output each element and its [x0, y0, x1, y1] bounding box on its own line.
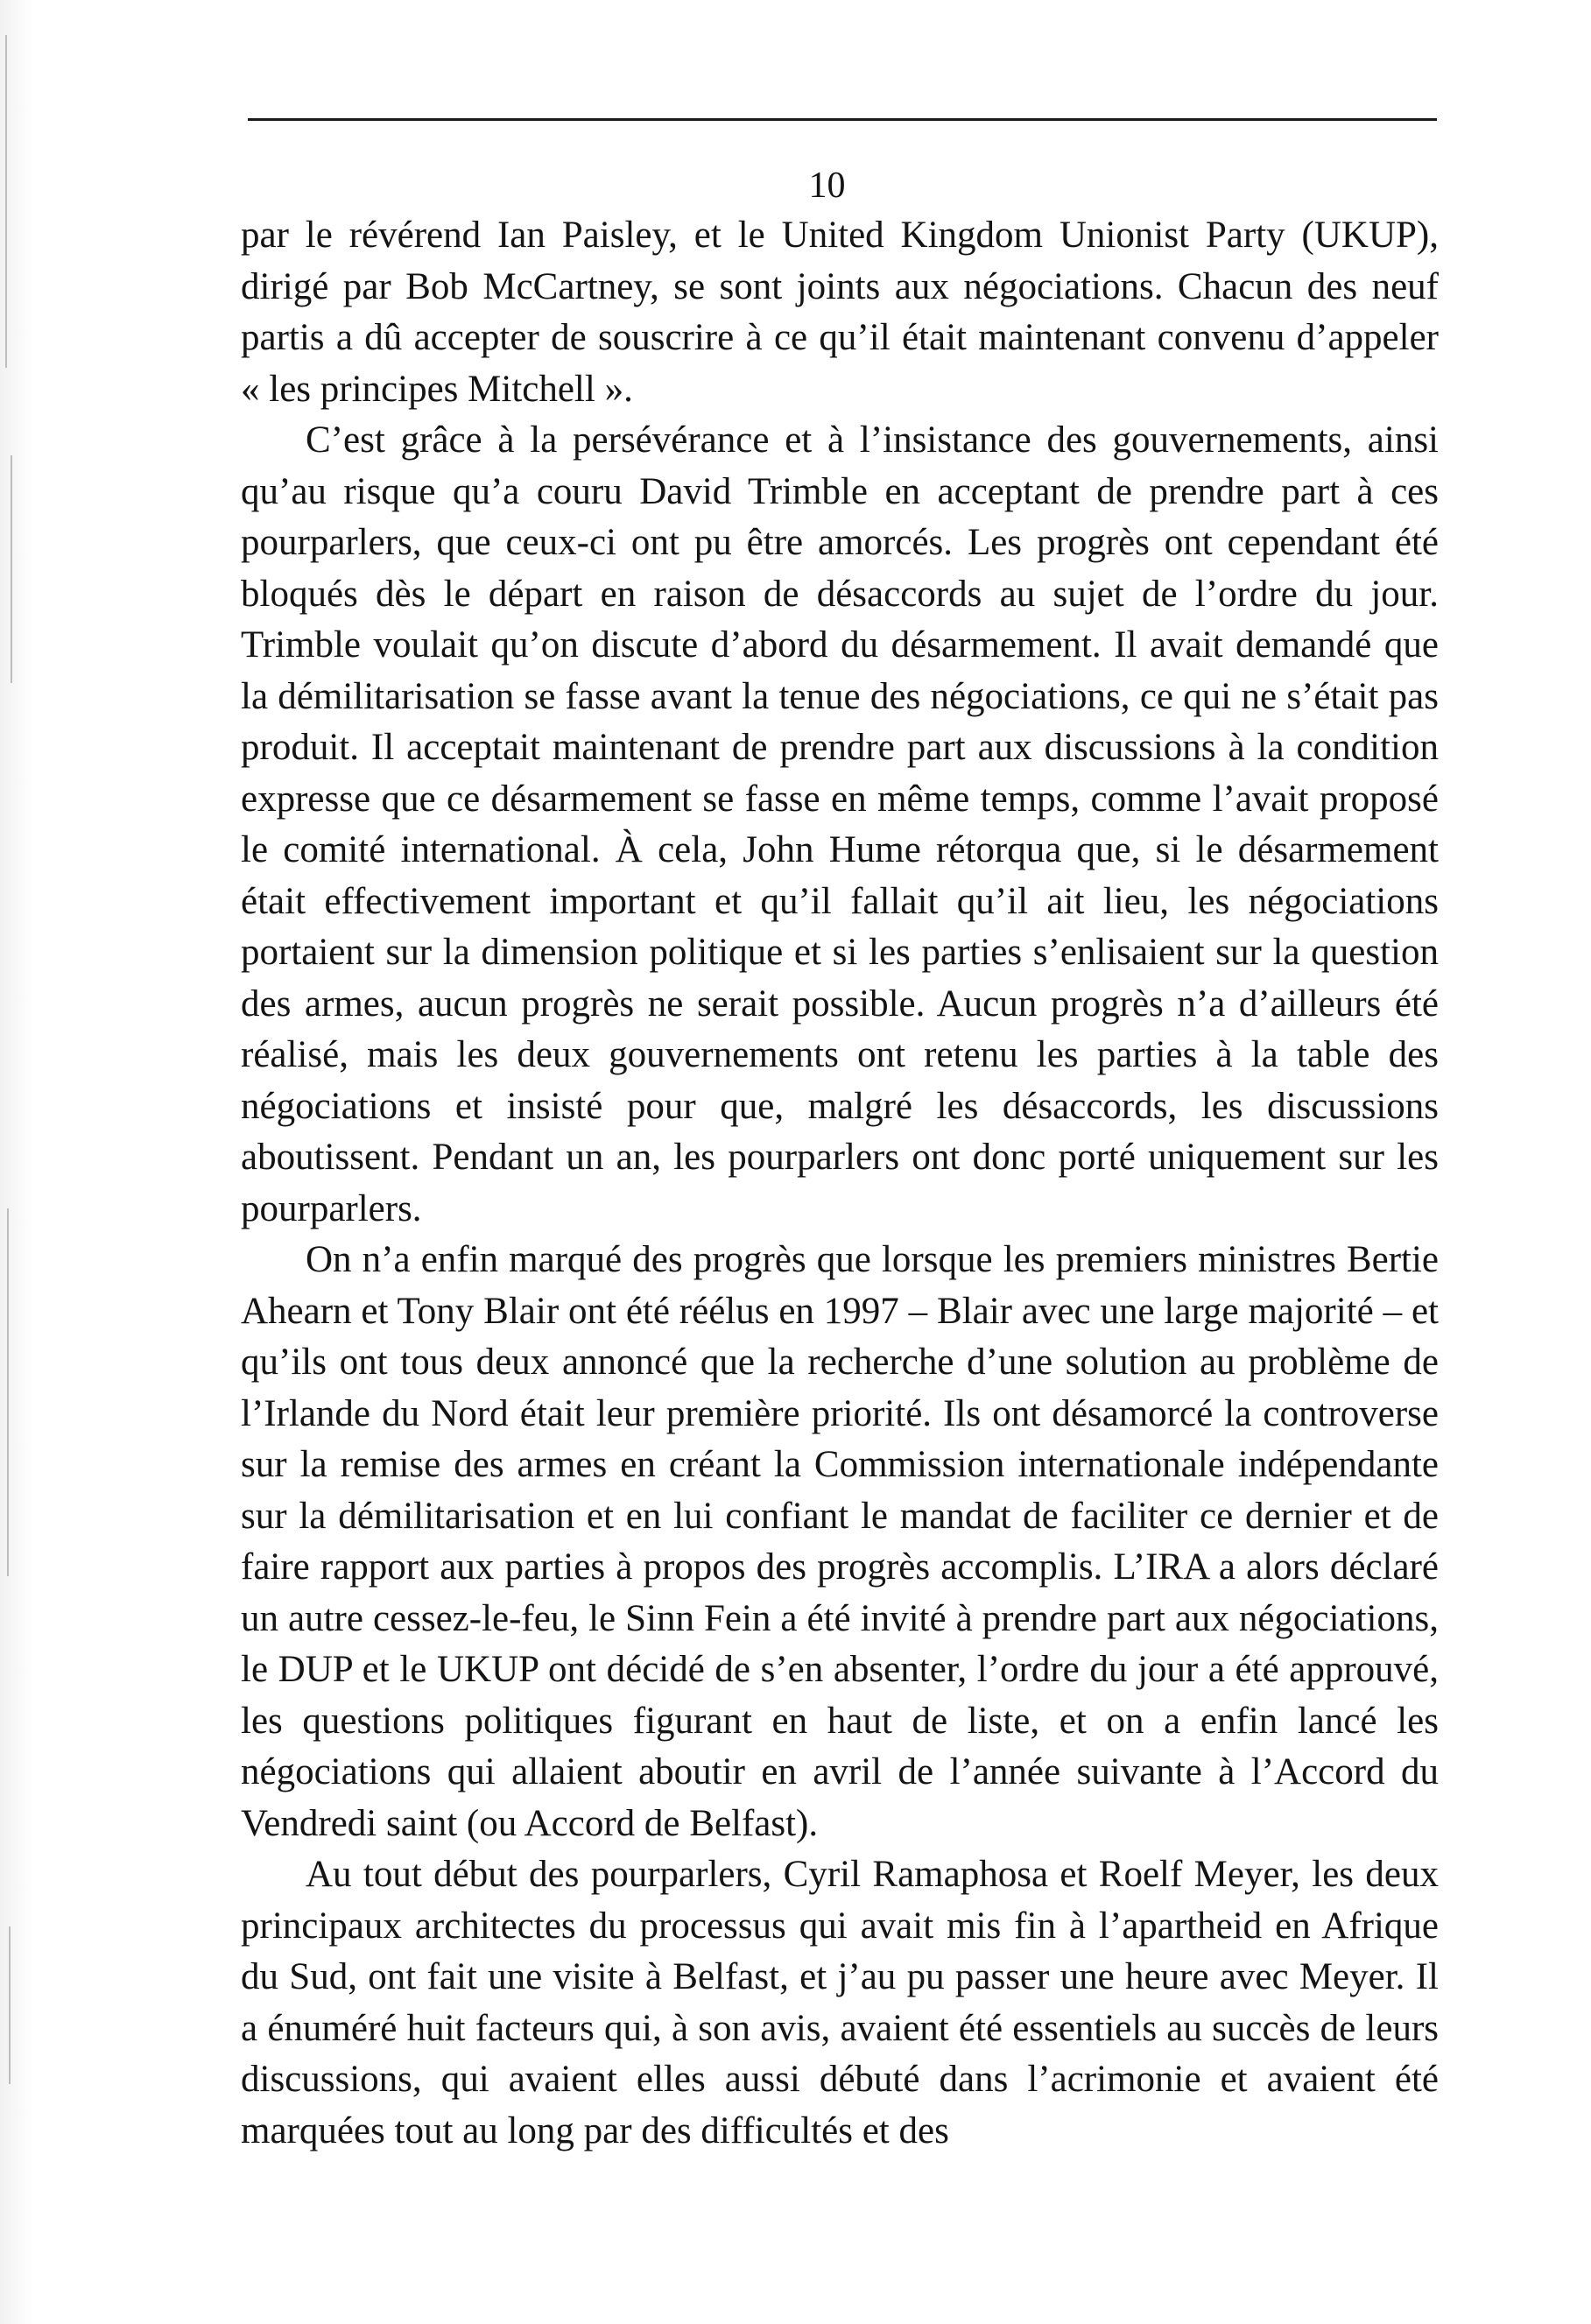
paragraph-4: Au tout début des pourparlers, Cyril Ramaphosa et Roelf Meyer, les deux principaux architectes du processus qui avait mis fin à l’apartheid en Afrique du Sud, ont fait une visite à Belfast, et j’au pu passer une heure avec Meyer. Il a énuméré huit facteurs qui, à son avis, avaient été essentiels au succès de leurs discussions, qui avaient elles aussi débuté dans l’acrimonie et avaient été marquées tout au long par des difficultés et des: [241, 1854, 1439, 2151]
paragraph-2: C’est grâce à la persévérance et à l’insistance des gouvernements, ainsi qu’au risque qu’a couru David Trimble en acceptant de prendre part à ces pourparlers, que ceux-ci ont pu être amorcés. Les progrès ont cependant été bloqués dès le départ en raison de désaccords au sujet de l’ordre du jour. Trimble voulait qu’on discute d’abord du désarmement. Il avait demandé que la démilitarisation se fasse avant la tenue des négociations, ce qui ne s’était pas produit. Il acceptait maintenant de prendre part aux discussions à la condition expresse que ce désarmement se fasse en même temps, comme l’avait proposé le comité international. À cela, John Hume rétorqua que, si le désarmement était effectivement important et qu’il fallait qu’il ait lieu, les négociations portaient sur la dimension politique et si les parties s’enlisaient sur la question des armes, aucun progrès ne serait possible. Aucun progrès n’a d’ailleurs été réalisé, mais les deux gouvernements ont retenu les parties à la table des négociations et insisté pour que, malgré les désaccords, les discussions aboutissent. Pendant un an, les pourparlers ont donc porté uniquement sur les pourparlers.: [241, 419, 1439, 1229]
header-rule: [248, 118, 1437, 121]
paragraph-3: On n’a enfin marqué des progrès que lorsque les premiers ministres Bertie Ahearn et Tony Blair ont été réélus en 1997 – Blair avec une large majorité – et qu’ils ont tous deux annoncé que la recherche d’une solution au problème de l’Irlande du Nord était leur première priorité. Ils ont désamorcé la controverse sur la remise des armes en créant la Commission internationale indépendante sur la démilitarisation et en lui confiant le mandat de faciliter ce dernier et de faire rapport aux parties à propos des progrès accomplis. L’IRA a alors déclaré un autre cessez-le-feu, le Sinn Fein a été invité à prendre part aux négociations, le DUP et le UKUP ont décidé de s’en absenter, l’ordre du jour a été approuvé, les questions politiques figurant en haut de liste, et on a enfin lancé les négociations qui allaient aboutir en avril de l’année suivante à l’Accord du Vendredi saint (ou Accord de Belfast).: [241, 1239, 1439, 1844]
scan-edge: [0, 0, 35, 2324]
page-number: 10: [808, 165, 846, 206]
paragraph-1: par le révérend Ian Paisley, et le United Kingdom Unionist Party (UKUP), dirigé par Bob McCartney, se sont joints aux négociations. Chacun des neuf partis a dû accepter de souscrire à ce qu’il était maintenant convenu d’appeler « les principes Mitchell ».: [241, 215, 1439, 410]
body-text: [241, 210, 1439, 2157]
